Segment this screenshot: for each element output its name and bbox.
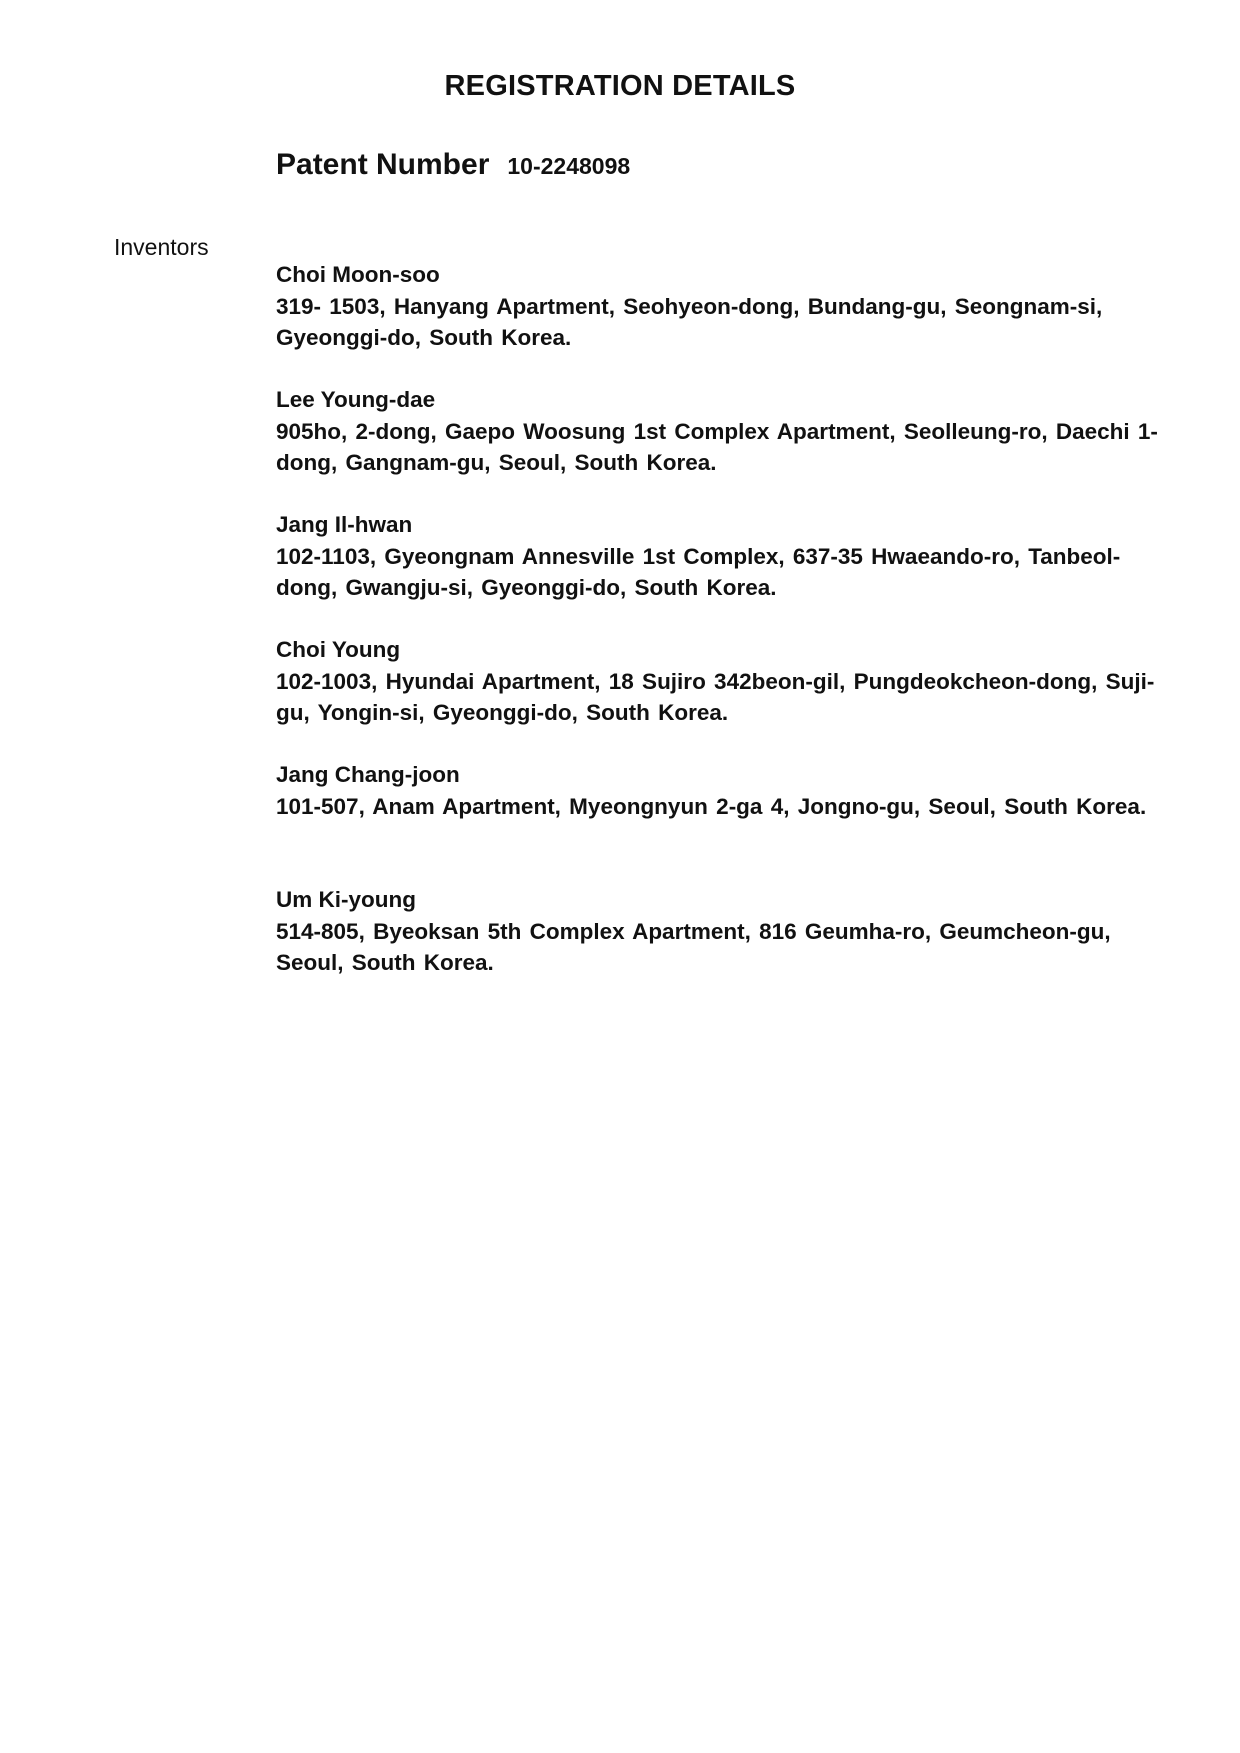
inventor-entry — [276, 884, 1176, 1009]
inventor-entry — [276, 384, 1176, 509]
inventor-entry — [276, 509, 1176, 634]
inventors-label: Inventors — [114, 234, 209, 260]
inventor-entry — [276, 759, 1176, 884]
inventor-address: 905ho, 2-dong, Gaepo Woosung 1st Complex Apartment, Seolleung-ro, Daechi 1-dong, Gangnam-gu, Seoul, South Korea. — [276, 418, 1158, 475]
inventor-name: Jang Chang-joon — [276, 762, 460, 787]
inventor-address: 101-507, Anam Apartment, Myeongnyun 2-ga 4, Jongno-gu, Seoul, South Korea. — [276, 793, 1147, 819]
inventor-entry — [276, 259, 1176, 384]
inventor-name: Choi Moon-soo — [276, 262, 440, 287]
inventor-name: Jang Il-hwan — [276, 512, 413, 537]
patent-number-value: 10-2248098 — [507, 153, 631, 179]
patent-number-row — [276, 148, 630, 182]
inventor-entry — [276, 634, 1176, 759]
document-title: REGISTRATION DETAILS — [444, 70, 796, 102]
inventor-address: 514-805, Byeoksan 5th Complex Apartment, 816 Geumha-ro, Geumcheon-gu, Seoul, South Korea. — [276, 918, 1111, 975]
inventor-address: 319- 1503, Hanyang Apartment, Seohyeon-dong, Bundang-gu, Seongnam-si, Gyeonggi-do, South Korea. — [276, 293, 1103, 350]
inventor-name: Um Ki-young — [276, 887, 416, 912]
inventor-address: 102-1103, Gyeongnam Annesville 1st Complex, 637-35 Hwaeando-ro, Tanbeol-dong, Gwangju-si, Gyeonggi-do, South Korea. — [276, 543, 1121, 600]
inventor-name: Choi Young — [276, 637, 401, 662]
patent-number-label: Patent Number — [276, 148, 490, 181]
inventor-address: 102-1003, Hyundai Apartment, 18 Sujiro 342beon-gil, Pungdeokcheon-dong, Suji-gu, Yongin-si, Gyeonggi-do, South Korea. — [276, 668, 1155, 725]
inventor-list — [276, 259, 1176, 1009]
inventor-name: Lee Young-dae — [276, 387, 436, 412]
